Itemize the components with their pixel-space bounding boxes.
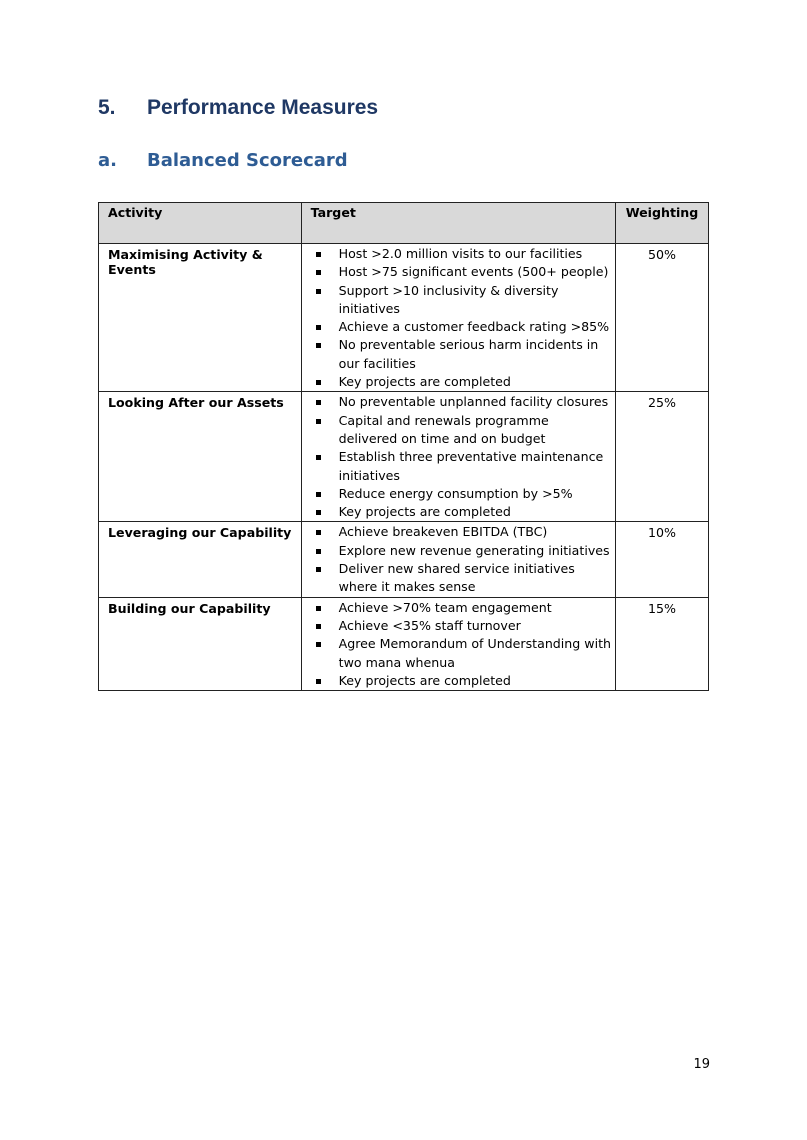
target-text: Achieve <35% staff turnover <box>338 617 521 633</box>
target-item <box>315 542 611 560</box>
target-item <box>315 282 611 319</box>
square-bullet-icon <box>316 606 321 611</box>
weighting-cell: 25% <box>615 392 708 522</box>
target-text: Capital and renewals programme delivered on time and on budget <box>338 412 549 446</box>
target-text: No preventable unplanned facility closures <box>338 394 609 410</box>
target-list <box>315 523 611 596</box>
square-bullet-icon <box>316 419 321 424</box>
section-title: Performance Measures <box>147 96 379 119</box>
square-bullet-icon <box>316 642 321 647</box>
target-item <box>315 412 611 449</box>
activity-cell: Leveraging our Capability <box>99 522 302 597</box>
target-list <box>315 393 611 521</box>
table-row <box>99 392 709 522</box>
square-bullet-icon <box>316 530 321 535</box>
target-text: Achieve breakeven EBITDA (TBC) <box>338 524 548 540</box>
target-text: Support >10 inclusivity & diversity initiatives <box>338 282 559 316</box>
section-number: 5. <box>98 96 116 119</box>
subsection-title: Balanced Scorecard <box>147 150 348 171</box>
target-item <box>315 245 611 263</box>
square-bullet-icon <box>316 325 321 330</box>
target-item <box>315 599 611 617</box>
square-bullet-icon <box>316 343 321 348</box>
square-bullet-icon <box>316 567 321 572</box>
weighting-cell: 10% <box>615 522 708 597</box>
table-row <box>99 244 709 392</box>
target-item <box>315 448 611 485</box>
target-text: No preventable serious harm incidents in our facilities <box>338 337 599 371</box>
activity-cell: Building our Capability <box>99 597 302 690</box>
target-text: Explore new revenue generating initiatives <box>338 542 610 558</box>
target-item <box>315 336 611 373</box>
target-item <box>315 503 611 521</box>
header-target: Target <box>301 203 615 244</box>
target-text: Agree Memorandum of Understanding with two mana whenua <box>338 636 611 670</box>
square-bullet-icon <box>316 252 321 257</box>
target-list <box>315 245 611 391</box>
square-bullet-icon <box>316 270 321 275</box>
table-row <box>99 597 709 690</box>
target-item <box>315 672 611 690</box>
square-bullet-icon <box>316 400 321 405</box>
target-item <box>315 318 611 336</box>
subsection-letter: a. <box>98 150 117 171</box>
square-bullet-icon <box>316 624 321 629</box>
target-cell <box>301 522 615 597</box>
target-item <box>315 373 611 391</box>
square-bullet-icon <box>316 455 321 460</box>
target-text: Host >75 significant events (500+ people) <box>338 264 609 280</box>
target-text: Establish three preventative maintenance initiatives <box>338 449 604 483</box>
weighting-cell: 50% <box>615 244 708 392</box>
target-text: Key projects are completed <box>338 374 511 390</box>
square-bullet-icon <box>316 510 321 515</box>
target-list <box>315 599 611 690</box>
activity-cell: Looking After our Assets <box>99 392 302 522</box>
target-text: Deliver new shared service initiatives where it makes sense <box>338 561 575 595</box>
target-text: Key projects are completed <box>338 504 511 520</box>
table-row <box>99 522 709 597</box>
target-item <box>315 617 611 635</box>
target-text: Achieve a customer feedback rating >85% <box>338 319 610 335</box>
table-header-row <box>99 203 709 244</box>
target-cell <box>301 392 615 522</box>
target-item <box>315 560 611 597</box>
subsection-heading <box>98 150 348 171</box>
page-number: 19 <box>693 1057 710 1072</box>
square-bullet-icon <box>316 289 321 294</box>
target-cell <box>301 597 615 690</box>
header-activity: Activity <box>99 203 302 244</box>
square-bullet-icon <box>316 380 321 385</box>
weighting-cell: 15% <box>615 597 708 690</box>
target-text: Reduce energy consumption by >5% <box>338 485 573 501</box>
target-cell <box>301 244 615 392</box>
target-text: Host >2.0 million visits to our facilities <box>338 246 583 261</box>
square-bullet-icon <box>316 492 321 497</box>
section-heading <box>98 96 378 120</box>
target-item <box>315 523 611 541</box>
target-item <box>315 263 611 281</box>
balanced-scorecard-table <box>98 202 709 691</box>
target-item <box>315 393 611 411</box>
activity-cell: Maximising Activity & Events <box>99 244 302 392</box>
header-weighting: Weighting <box>615 203 708 244</box>
target-item <box>315 485 611 503</box>
square-bullet-icon <box>316 549 321 554</box>
target-text: Achieve >70% team engagement <box>338 599 552 615</box>
square-bullet-icon <box>316 679 321 684</box>
target-item <box>315 635 611 672</box>
target-text: Key projects are completed <box>338 672 511 688</box>
